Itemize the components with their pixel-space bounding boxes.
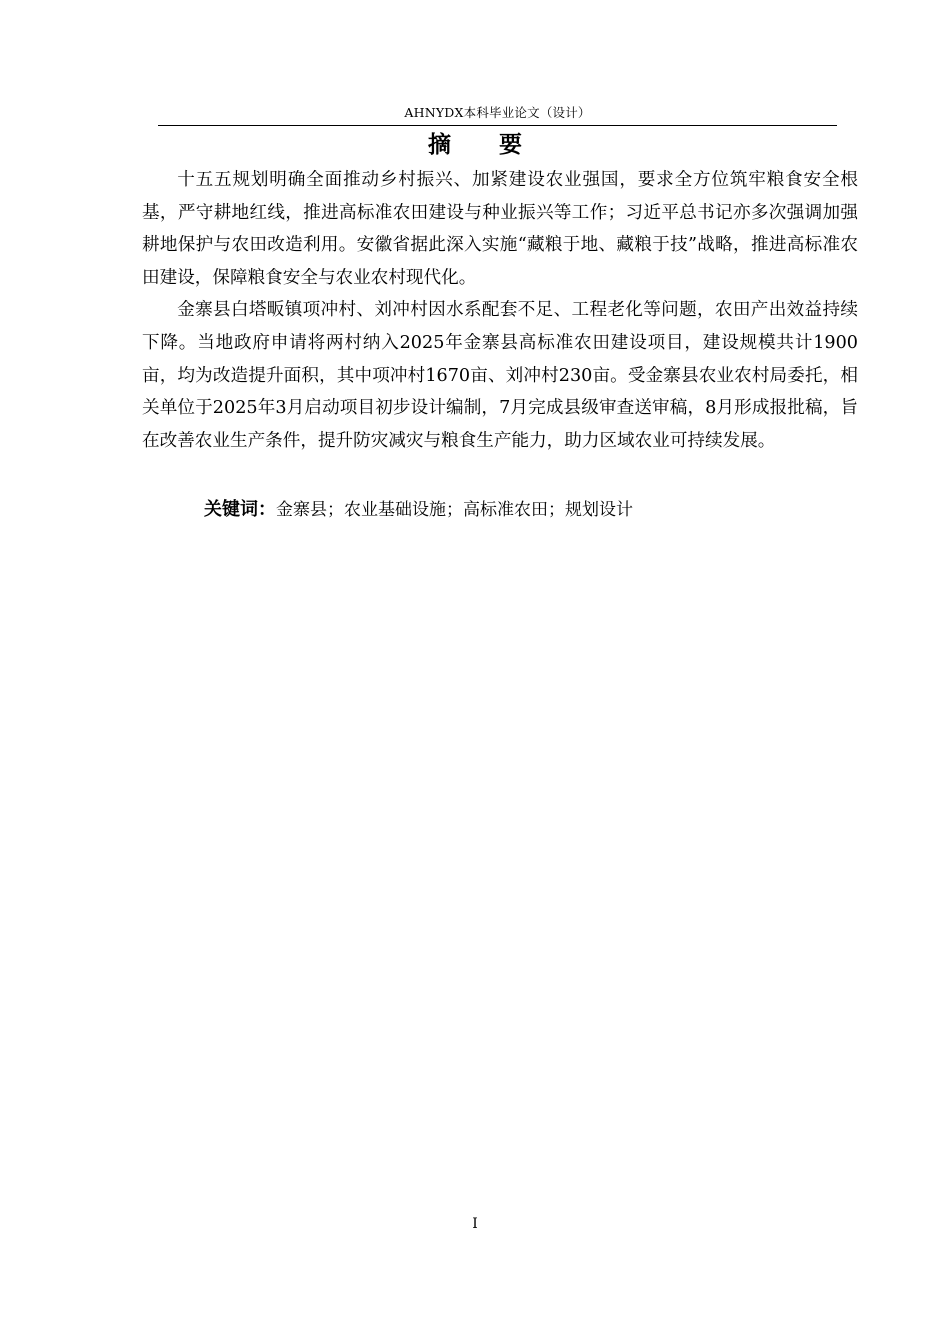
running-header: AHNYDX本科毕业论文（设计） [404,105,591,120]
abstract-paragraph-1: 十五五规划明确全面推动乡村振兴、加紧建设农业强国，要求全方位筑牢粮食安全根基，严守耕地红线，推进高标准农田建设与种业振兴等工作；习近平总书记亦多次强调加强耕地保护与农田改造利用。安徽省据此深入实施“藏粮于地、藏粮于技”战略，推进高标准农田建设，保障粮食安全与农业农村现代化。 [142,170,858,288]
page-number: I [472,1216,478,1232]
abstract-paragraph-2: 金寨县白塔畈镇项冲村、刘冲村因水系配套不足、工程老化等问题，农田产出效益持续下降。当地政府申请将两村纳入2025年金寨县高标准农田建设项目，建设规模共计1900亩，均为改造提升面积，其中项冲村1670亩、刘冲村230亩。受金寨县农业农村局委托，相关单位于2025年3月启动项目初步设计编制，7月完成县级审查送审稿，8月形成报批稿，旨在改善农业生产条件，提升防灾减灾与粮食生产能力，助力区域农业可持续发展。 [142,300,858,451]
abstract-body [142,164,858,457]
header-divider [158,125,837,126]
keywords-line [204,494,633,526]
abstract-title: 摘 要 [427,132,542,158]
keywords-label: 关键词： [204,499,276,520]
keywords-list: 金寨县；农业基础设施；高标准农田；规划设计 [276,500,633,520]
